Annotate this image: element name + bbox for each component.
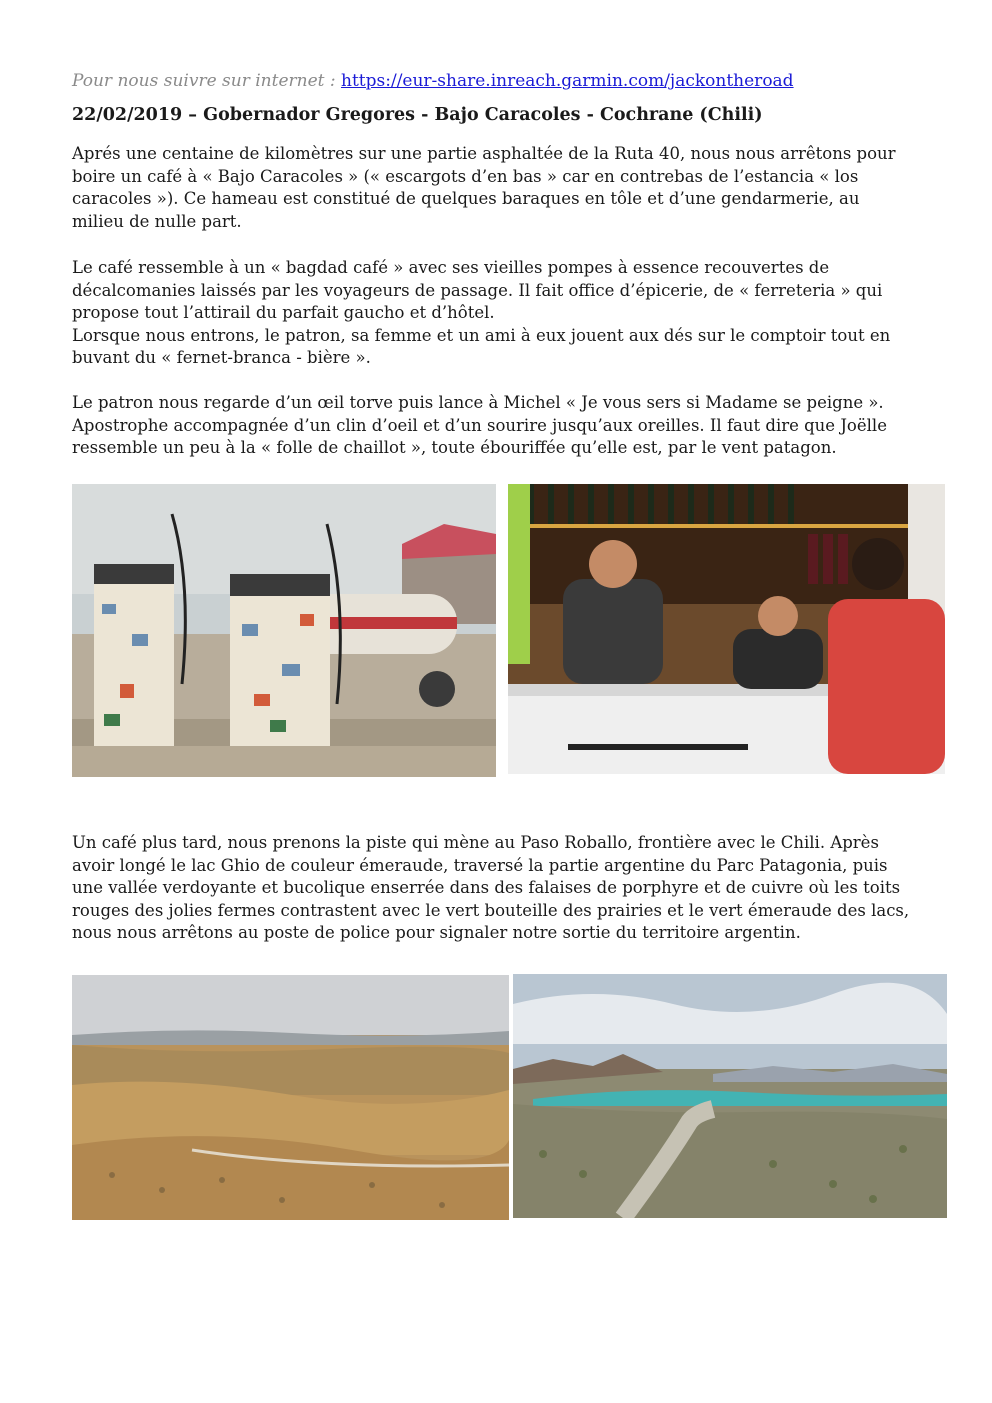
text-line: boire un café à « Bajo Caracoles » (« escargots d’en bas » car en contrebas de l’estancia « los — [72, 166, 859, 186]
text-line: propose tout l’attirail du parfait gaucho et d’hôtel. — [72, 303, 495, 323]
text-line: ressemble un peu à la « folle de chaillot », toute ébouriffée qu’elle est, par le vent patagon. — [72, 438, 837, 458]
text-line: caracoles »). Ce hameau est constitué de quelques baraques en tôle et d’une gendarmerie, au — [72, 189, 860, 209]
text-line: Le café ressemble à un « bagdad café » avec ses vieilles pompes à essence recouvertes de — [72, 258, 830, 277]
text-line: décalcomanies laissés par les voyageurs de passage. Il fait office d’épicerie, de « ferreteria » qui — [72, 280, 883, 300]
text-line: nous nous arrêtons au poste de police pour signaler notre sortie du territoire argentin. — [72, 923, 801, 943]
paragraph-paso-roballo — [72, 832, 942, 945]
text-line: milieu de nulle part. — [72, 211, 242, 231]
tracking-link[interactable]: https://eur-share.inreach.garmin.com/jackontheroad — [341, 71, 794, 91]
text-line: Apostrophe accompagnée d’un clin d’oeil et d’un sourire jusqu’aux oreilles. Il faut dire que Joëlle — [72, 415, 887, 435]
paragraph-arrival — [72, 143, 942, 233]
photo-fuel-pumps — [72, 484, 496, 777]
text-line: Lorsque nous entrons, le patron, sa femme et un ami à eux jouent aux dés sur le comptoir tout en — [72, 325, 891, 345]
text-line: Un café plus tard, nous prenons la piste qui mène au Paso Roballo, frontière avec le Chili. Après — [72, 833, 879, 852]
paragraph-patron — [72, 392, 942, 460]
text-line: avoir longé le lac Ghio de couleur émeraude, traversé la partie argentine du Parc Patagonia, puis — [72, 855, 888, 875]
photo-lake-road — [513, 974, 947, 1218]
photo-steppe — [72, 975, 509, 1220]
page-title: 22/02/2019 – Gobernador Gregores - Bajo Caracoles - Cochrane (Chili) — [72, 105, 763, 125]
text-line: Le patron nous regarde d’un œil torve puis lance à Michel « Je vous sers si Madame se peigne ». — [72, 393, 884, 412]
follow-lead-text: Pour nous suivre sur internet : — [72, 71, 342, 91]
follow-line — [72, 70, 794, 92]
text-line: buvant du « fernet-branca - bière ». — [72, 348, 371, 368]
text-line: une vallée verdoyante et bucolique enserrée dans des falaises de porphyre et de cuivre où les toits — [72, 878, 901, 898]
photo-bar-counter — [508, 484, 945, 774]
paragraph-cafe — [72, 257, 942, 370]
text-line: Aprés une centaine de kilomètres sur une partie asphaltée de la Ruta 40, nous nous arrêtons pour — [72, 144, 896, 163]
text-line: rouges des jolies fermes contrastent avec le vert bouteille des prairies et le vert émeraude des lacs, — [72, 900, 910, 920]
